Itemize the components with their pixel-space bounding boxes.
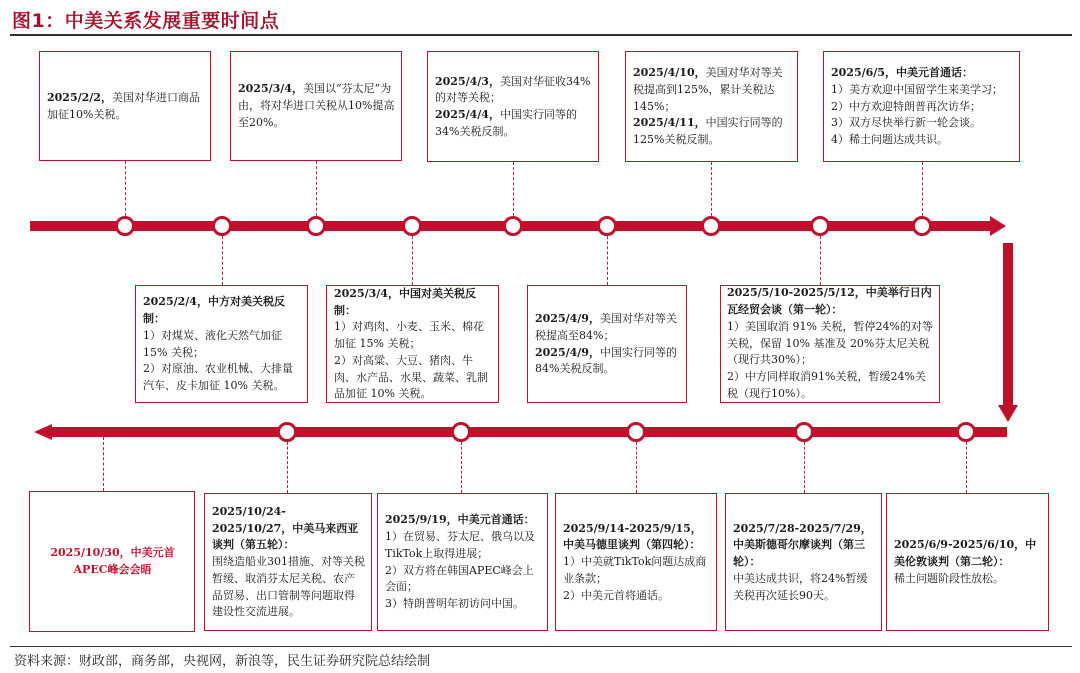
page-title: 图1：中美关系发展重要时间点 xyxy=(12,10,280,32)
connector-line xyxy=(287,437,288,493)
event-text: 美国对华对等关税提高至84%； xyxy=(535,312,677,342)
timeline-node xyxy=(451,422,471,442)
timeline-node xyxy=(277,422,297,442)
event-box-2025-9-14 xyxy=(555,493,717,631)
event-box-2025-4-9 xyxy=(527,285,687,403)
timeline-node xyxy=(956,422,976,442)
event-date: 2025/4/11， xyxy=(633,116,706,130)
event-line: 1）在贸易、芬太尼、俄乌以及TikTok上取得进展； xyxy=(385,530,535,560)
event-box-2025-9-19 xyxy=(377,493,548,631)
timeline-node xyxy=(306,216,326,236)
event-box-2025-4-3 xyxy=(427,51,599,162)
timeline-node xyxy=(701,216,721,236)
event-title: 2025/9/14-2025/9/15，中美马德里谈判（第四轮）： xyxy=(563,521,702,552)
connector-line xyxy=(636,437,637,493)
arrow-down-head xyxy=(998,405,1018,422)
timeline-node xyxy=(597,216,617,236)
event-text: 美国对华征收34%的对等关税； xyxy=(435,74,591,105)
event-line: 1）对煤炭、液化天然气加征15% 关税； xyxy=(143,328,282,359)
timeline-bottom-track xyxy=(50,427,1007,437)
event-title: 2025/5/10-2025/5/12，中美举行日内瓦经贸会谈（第一轮）： xyxy=(727,286,932,317)
event-text: 中国实行同等的125%关税反制。 xyxy=(633,116,783,147)
event-date: 2025/4/9， xyxy=(535,312,600,326)
event-text: 中国实行同等的34%关税反制。 xyxy=(435,108,577,138)
timeline-down-connector xyxy=(1003,243,1013,406)
event-text: 美国对华进口商品加征10%关税。 xyxy=(47,90,200,121)
event-box-2025-2-2 xyxy=(39,51,211,161)
event-date: 2025/3/4， xyxy=(238,82,303,96)
event-title: 2025/6/9-2025/6/10，中美伦敦谈判（第二轮）： xyxy=(894,538,1037,569)
event-line: 1）美国取消 91% 关税，暂停24%的对等关税，保留 10% 基准及 20%芬太尼关税（现行共30%）； xyxy=(727,319,933,367)
connector-line xyxy=(103,437,104,491)
timeline-node xyxy=(810,216,830,236)
event-date: 2025/4/10， xyxy=(633,66,706,80)
arrow-right-head xyxy=(990,216,1006,236)
event-title: 2025/9/19，中美元首通话： xyxy=(385,513,535,527)
event-date: 2025/4/9， xyxy=(535,345,600,359)
event-line: 2）双方将在韩国APEC峰会上会面； xyxy=(385,563,534,594)
event-date: 2025/4/4， xyxy=(435,108,500,121)
event-box-2025-3-4-cn xyxy=(326,285,499,403)
event-date: 2025/4/3， xyxy=(435,74,500,88)
event-title: 2025/10/30，中美元首APEC峰会会晤 xyxy=(50,546,175,576)
event-text: 中美达成共识，将24%暂缓关税再次延长90天。 xyxy=(733,571,868,602)
event-line: 2）中方欢迎特朗普再次访华； xyxy=(831,99,981,113)
timeline-node xyxy=(794,422,814,442)
event-line: 2）中美元首将通话。 xyxy=(563,588,669,602)
event-line: 1）对鸡肉、小麦、玉米、棉花加征 15% 关税； xyxy=(334,320,484,351)
event-title: 2025/3/4，中国对美关税反制： xyxy=(334,286,476,317)
source-note: 资料来源：财政部，商务部，央视网，新浪等，民生证券研究院总结绘制 xyxy=(14,654,431,669)
event-line: 2）对原油、农业机械、大排量汽车、皮卡加征 10% 关税。 xyxy=(143,362,293,392)
event-text: 围绕造船业301措施、对等关税暂缓、取消芬太尼关税、农产品贸易、出口管制等问题取得建设性交流进展。 xyxy=(212,555,365,619)
event-box-2025-6-5 xyxy=(823,51,1020,162)
event-text: 稀土问题阶段性放松。 xyxy=(894,571,1004,585)
timeline-node xyxy=(115,216,135,236)
event-line: 2）中方同样取消91%关税，暂缓24%关税（现行10%）。 xyxy=(727,370,926,400)
connector-line xyxy=(804,437,805,493)
connector-line xyxy=(820,231,821,285)
timeline-node xyxy=(212,216,232,236)
event-title: 2025/7/28-2025/7/29，中美斯德哥尔摩谈判（第三轮）： xyxy=(733,521,872,569)
connector-line xyxy=(316,161,317,221)
event-box-2025-7-28 xyxy=(725,493,882,631)
connector-line xyxy=(966,437,967,493)
connector-line xyxy=(607,231,608,285)
event-box-2025-10-30 xyxy=(29,491,195,632)
connector-line xyxy=(222,231,223,285)
connector-line xyxy=(125,161,126,221)
event-title: 2025/6/5，中美元首通话： xyxy=(831,66,973,80)
timeline-node xyxy=(503,216,523,236)
event-text: 美国以“芬太尼”为由，将对华进口关税从10%提高至20%。 xyxy=(238,82,395,129)
footer-divider xyxy=(10,646,1072,647)
connector-line xyxy=(513,162,514,221)
event-text: 中国实行同等的84%关税反制。 xyxy=(535,345,677,376)
event-line: 3）特朗普明年初访问中国。 xyxy=(385,596,524,610)
event-box-2025-6-9 xyxy=(886,493,1049,631)
event-line: 2）对高粱、大豆、猪肉、牛肉、水产品、水果、蔬菜、乳制品加征 10% 关税。 xyxy=(334,353,488,401)
connector-line xyxy=(412,231,413,285)
connector-line xyxy=(711,162,712,221)
event-title: 2025/2/4，中方对美关税反制： xyxy=(143,295,285,326)
event-box-2025-2-4 xyxy=(135,285,308,403)
event-line: 3）双方尽快举行新一轮会谈。 xyxy=(831,116,981,130)
timeline-node xyxy=(626,422,646,442)
event-box-2025-10-24 xyxy=(204,493,372,631)
event-date: 2025/2/2， xyxy=(47,90,112,104)
event-line: 4）稀土问题达成共识。 xyxy=(831,133,948,147)
timeline-node xyxy=(402,216,422,236)
event-box-2025-3-4-us xyxy=(230,51,402,161)
connector-line xyxy=(461,437,462,493)
event-text: 美国对华对等关税提高到125%，累计关税达145%； xyxy=(633,66,783,113)
timeline-node xyxy=(912,216,932,236)
event-line: 1）中美就TikTok问题达成商业条款； xyxy=(563,555,707,585)
event-line: 1）美方欢迎中国留学生来美学习； xyxy=(831,82,1003,96)
connector-line xyxy=(922,162,923,221)
event-box-2025-4-10 xyxy=(625,51,798,162)
event-box-2025-5-10 xyxy=(720,285,940,403)
event-title: 2025/10/24-2025/10/27，中美马来西亚谈判（第五轮）： xyxy=(212,504,359,552)
